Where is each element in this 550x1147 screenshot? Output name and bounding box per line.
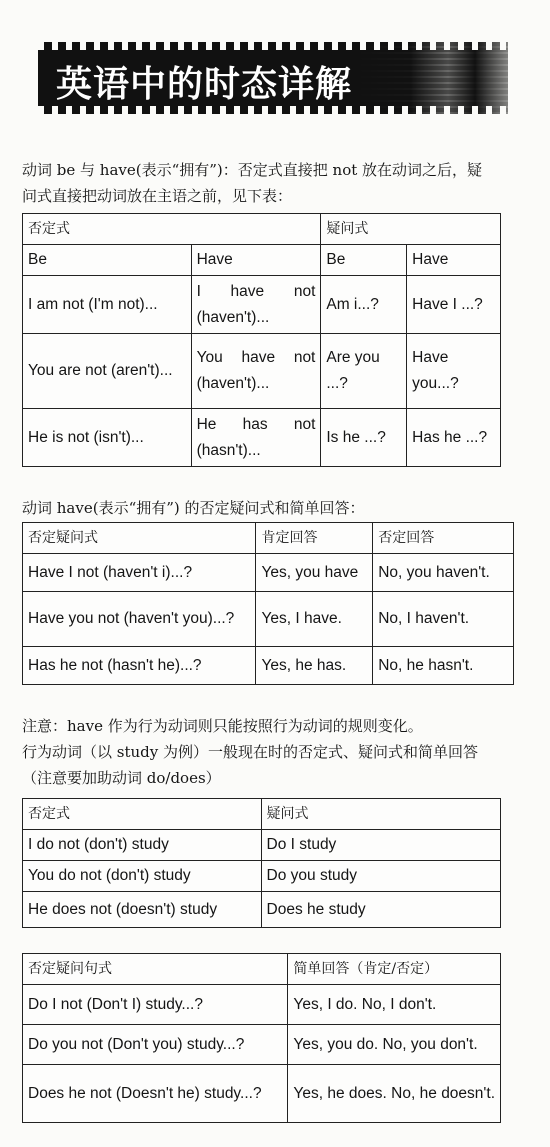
intro-line-2: 问式直接把动词放在主语之前，见下表： bbox=[22, 187, 293, 205]
have-negative-question-table bbox=[22, 522, 514, 685]
header-negative-question-sentence: 否定疑问句式 bbox=[23, 954, 288, 985]
table-cell: You are not (aren't)... bbox=[23, 334, 192, 409]
table-row bbox=[23, 409, 501, 467]
table-row bbox=[23, 892, 501, 928]
brush-stroke-decoration bbox=[358, 42, 508, 114]
table-cell: He is not (isn't)... bbox=[23, 409, 192, 467]
table-row bbox=[23, 1065, 501, 1123]
table-cell: No, you haven't. bbox=[373, 554, 514, 592]
brush-edge-bottom bbox=[38, 106, 508, 114]
table-row bbox=[23, 1025, 501, 1065]
brush-edge-top bbox=[38, 42, 508, 50]
study-negative-question-table bbox=[22, 798, 501, 928]
table-cell: Has he not (hasn't he)...? bbox=[23, 647, 256, 685]
table-cell: Does he study bbox=[261, 892, 500, 928]
header-negative-form: 否定式 bbox=[23, 799, 262, 830]
table-cell: Do you not (Don't you) study...? bbox=[23, 1025, 288, 1065]
table-cell: Do I not (Don't I) study...? bbox=[23, 985, 288, 1025]
table-cell: Do I study bbox=[261, 830, 500, 861]
note-line-2: 行为动词（以 study 为例）一般现在时的否定式、疑问式和简单回答 bbox=[22, 743, 479, 761]
table-cell: He does not (doesn't) study bbox=[23, 892, 262, 928]
header-question-form: 疑问式 bbox=[261, 799, 500, 830]
table-cell: Yes, you have bbox=[256, 554, 373, 592]
study-negative-question-answer-table bbox=[22, 953, 501, 1123]
header-short-answer: 简单回答（肯定/否定） bbox=[288, 954, 501, 985]
table-cell: Are you ...? bbox=[321, 334, 407, 409]
table-row bbox=[23, 985, 501, 1025]
table-row bbox=[23, 554, 514, 592]
table-cell: Yes, I do. No, I don't. bbox=[288, 985, 501, 1025]
table-row bbox=[23, 830, 501, 861]
table-cell: Have you not (haven't you)...? bbox=[23, 592, 256, 647]
table-row bbox=[23, 861, 501, 892]
table-cell: Does he not (Doesn't he) study...? bbox=[23, 1065, 288, 1123]
table-row bbox=[23, 592, 514, 647]
table-cell: Yes, he does. No, he doesn't. bbox=[288, 1065, 501, 1123]
table-cell: Yes, I have. bbox=[256, 592, 373, 647]
header-negative-answer: 否定回答 bbox=[373, 523, 514, 554]
table-cell: Has he ...? bbox=[407, 409, 501, 467]
col-header-be: Be bbox=[321, 245, 407, 276]
table-cell: You do not (don't) study bbox=[23, 861, 262, 892]
header-negative-question: 否定疑问式 bbox=[23, 523, 256, 554]
table-cell: Have I ...? bbox=[407, 276, 501, 334]
table-cell: Have I not (haven't i)...? bbox=[23, 554, 256, 592]
title-banner bbox=[38, 42, 508, 114]
table-cell: You have not (haven't)... bbox=[191, 334, 321, 409]
be-have-negative-question-table bbox=[22, 213, 501, 467]
header-negative-form: 否定式 bbox=[23, 214, 321, 245]
section-have-heading: 动词 have(表示“拥有”) 的否定疑问式和简单回答： bbox=[22, 499, 365, 517]
table-cell: Am i...? bbox=[321, 276, 407, 334]
header-question-form: 疑问式 bbox=[321, 214, 501, 245]
table-cell: He has not (hasn't)... bbox=[191, 409, 321, 467]
table-cell: Do you study bbox=[261, 861, 500, 892]
page-title: 英语中的时态详解 bbox=[56, 64, 353, 105]
col-header-be: Be bbox=[23, 245, 192, 276]
table-row bbox=[23, 647, 514, 685]
table-cell: Have you...? bbox=[407, 334, 501, 409]
table-row bbox=[23, 334, 501, 409]
note-line-3: （注意要加助动词 do/does） bbox=[22, 769, 221, 787]
table-cell: Yes, you do. No, you don't. bbox=[288, 1025, 501, 1065]
intro-line-1: 动词 be 与 have(表示“拥有”)：否定式直接把 not 放在动词之后，疑 bbox=[22, 161, 483, 179]
table-cell: Is he ...? bbox=[321, 409, 407, 467]
header-affirmative-answer: 肯定回答 bbox=[256, 523, 373, 554]
col-header-have: Have bbox=[191, 245, 321, 276]
table-cell: No, he hasn't. bbox=[373, 647, 514, 685]
table-cell: I do not (don't) study bbox=[23, 830, 262, 861]
table-cell: No, I haven't. bbox=[373, 592, 514, 647]
table-cell: I am not (I'm not)... bbox=[23, 276, 192, 334]
table-cell: Yes, he has. bbox=[256, 647, 373, 685]
col-header-have: Have bbox=[407, 245, 501, 276]
note-line-1: 注意：have 作为行为动词则只能按照行为动词的规则变化。 bbox=[22, 717, 423, 735]
table-row bbox=[23, 276, 501, 334]
table-cell: I have not (haven't)... bbox=[191, 276, 321, 334]
